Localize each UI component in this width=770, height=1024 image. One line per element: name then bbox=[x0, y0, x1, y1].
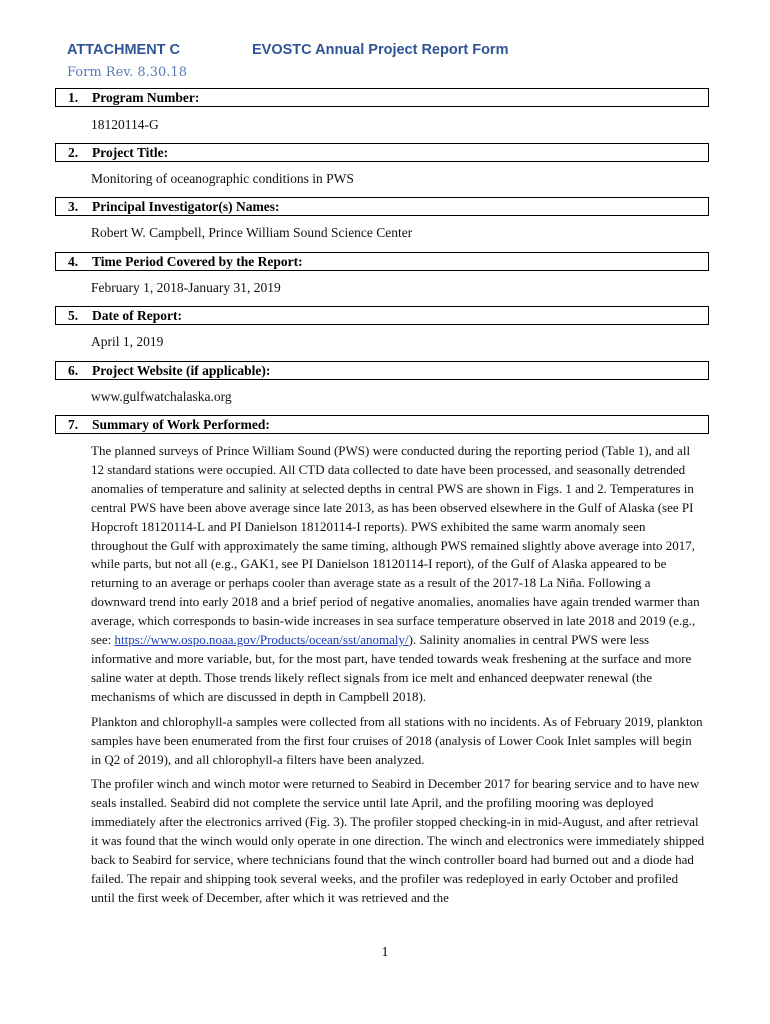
noaa-sst-anomaly-link[interactable]: https://www.ospo.noaa.gov/Products/ocean/sst/anomaly/ bbox=[114, 632, 409, 648]
section-label: Program Number: bbox=[92, 90, 200, 105]
section-number: 6. bbox=[68, 363, 79, 378]
section-number: 5. bbox=[68, 308, 79, 323]
section-label: Project Website (if applicable): bbox=[92, 363, 271, 378]
section-header-project-website bbox=[55, 361, 709, 380]
section-label: Date of Report: bbox=[92, 308, 182, 323]
summary-p1-text-cont: ). Salinity anomalies in central PWS were less informative and more variable, but, for the most part, have tended towards weak freshening at the surface and more saline water at depth. Those trends likely reflect signals from ice melt and enhanced deepwater renewal (the mechanisms of which are discussed in depth in Campbell 2018). bbox=[91, 632, 692, 704]
section-header-pi-names bbox=[55, 197, 709, 216]
attachment-label: ATTACHMENT C bbox=[67, 42, 181, 58]
pi-names-value: Robert W. Campbell, Prince William Sound Science Center bbox=[91, 225, 413, 240]
header-left bbox=[67, 40, 237, 83]
time-period-value: February 1, 2018-January 31, 2019 bbox=[91, 280, 281, 295]
form-revision: Form Rev. 8.30.18 bbox=[67, 65, 187, 80]
section-number: 1. bbox=[68, 90, 79, 105]
section-label: Summary of Work Performed: bbox=[92, 417, 270, 432]
section-header-project-title bbox=[55, 143, 709, 162]
section-header-summary bbox=[55, 415, 709, 434]
section-label: Principal Investigator(s) Names: bbox=[92, 199, 280, 214]
section-number: 7. bbox=[68, 417, 79, 432]
section-header-program-number bbox=[55, 88, 709, 107]
section-label: Time Period Covered by the Report: bbox=[92, 254, 303, 269]
section-header-date-of-report bbox=[55, 306, 709, 325]
page-number: 1 bbox=[381, 944, 389, 959]
date-of-report-value: April 1, 2019 bbox=[91, 334, 164, 349]
summary-p1-text: The planned surveys of Prince William Sound (PWS) were conducted during the reporting period (Table 1), and all 12 standard stations were occupied. All CTD data collected to date have been processed, and seasonally detrended anomalies of temperature and salinity at selected depths in central PWS are shown in Figs. 1 and 2. Temperatures in central PWS have been above average since late 2013, as has been observed elsewhere in the Gulf of Alaska (see PI Hopcroft 18120114-L and PI Danielson 18120114-I reports). PWS exhibited the same warm anomaly seen throughout the Gulf with approximately the same timing, although PWS remained slightly above average into 2017, while parts, but not all (e.g., GAK1, see PI Danielson 18120114-I report), of the Gulf of Alaska appeared to be returning to an average or perhaps cooler than average state as a result of the 2017-18 La Niña. Following a downward trend into early 2018 and a brief period of negative anomalies, anomalies have again trended warmer than average, which corresponds to basin-wide increases in sea surface temperature observed in late 2018 and 2019 (e.g., see: bbox=[91, 443, 700, 648]
summary-paragraph-3: The profiler winch and winch motor were returned to Seabird in December 2017 for bearing service and to have new seals installed. Seabird did not complete the service until late April, and the profiling mooring was deployed immediately after the electronics arrived (Fig. 3). The profiler stopped checking-in in mid-August, and after retrieval it was found that the winch would only operate in one direction. The winch and electronics were immediately shipped back to Seabird for service, where technicians found that the winch controller board had burned out and a diode had failed. The repair and shipping took several weeks, and the profiler was redeployed in early October and profiled until the first week of December, after which it was retrieved and the bbox=[91, 776, 705, 905]
project-website-value: www.gulfwatchalaska.org bbox=[91, 389, 232, 404]
section-number: 4. bbox=[68, 254, 79, 269]
section-label: Project Title: bbox=[92, 145, 169, 160]
project-title-value: Monitoring of oceanographic conditions in PWS bbox=[91, 171, 354, 186]
summary-body bbox=[91, 442, 705, 908]
section-header-time-period bbox=[55, 252, 709, 271]
section-number: 3. bbox=[68, 199, 79, 214]
program-number-value: 18120114-G bbox=[91, 117, 159, 132]
form-title: EVOSTC Annual Project Report Form bbox=[252, 42, 509, 58]
summary-paragraph-1 bbox=[91, 442, 705, 707]
summary-paragraph-2: Plankton and chlorophyll-a samples were collected from all stations with no incidents. As of February 2019, plankton samples have been enumerated from the first four cruises of 2018 (analysis of Lower Cook Inlet samples will begin in Q2 of 2019), and all chlorophyll-a filters have been analyzed. bbox=[91, 713, 703, 767]
section-number: 2. bbox=[68, 145, 79, 160]
